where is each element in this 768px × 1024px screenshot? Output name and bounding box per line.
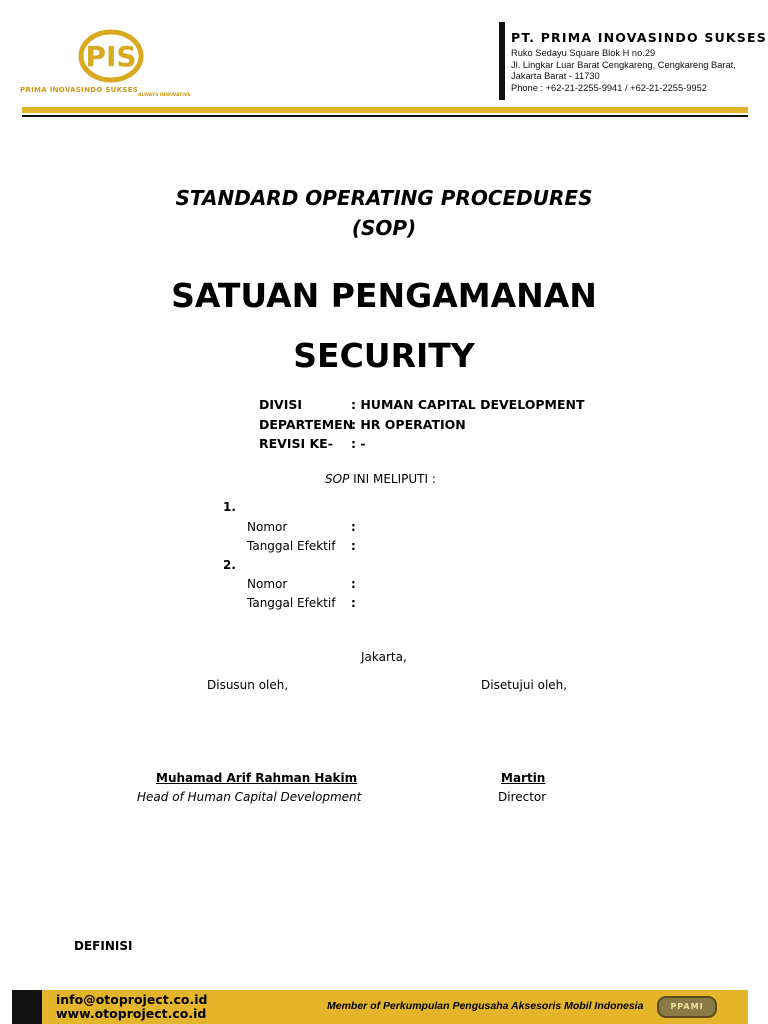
signature-place: Jakarta,: [361, 650, 407, 664]
footer-band: [12, 990, 748, 1024]
scope-item-colon: :: [351, 539, 356, 553]
meta-row-divisi: [259, 395, 585, 415]
scope-item-number: 2.: [223, 558, 236, 572]
scope-heading-rest: INI MELIPUTI :: [349, 472, 436, 486]
address-line: Jl. Lingkar Luar Barat Cengkareng, Cengkareng Barat,: [511, 59, 736, 70]
footer-dark-block: [12, 990, 42, 1024]
sop-heading-line2: (SOP): [351, 216, 417, 240]
svg-text:PIS: PIS: [85, 40, 137, 73]
document-title-line2: SECURITY: [293, 336, 475, 375]
scope-item-nomor-label: Nomor: [247, 520, 288, 534]
logo-text: PRIMA INOVASINDO SUKSES: [20, 86, 139, 94]
scope-item-colon: :: [351, 520, 356, 534]
scope-item-tanggal-label: Tanggal Efektif: [247, 539, 336, 553]
definisi-heading: DEFINISI: [74, 939, 133, 953]
footer-member-text: Member of Perkumpulan Pengusaha Aksesoris Mobil Indonesia: [327, 1000, 644, 1012]
scope-item-colon: :: [351, 577, 356, 591]
meta-value: : HUMAN CAPITAL DEVELOPMENT: [351, 397, 585, 412]
header-divider: [499, 22, 505, 100]
meta-value: : -: [351, 436, 366, 451]
scope-heading: [325, 470, 436, 489]
document-meta: [259, 395, 585, 454]
meta-label: REVISI KE-: [259, 436, 333, 451]
company-name: PT. PRIMA INOVASINDO SUKSES: [511, 30, 767, 45]
meta-row-departemen: [259, 415, 585, 435]
approved-by-caption: Disetujui oleh,: [481, 678, 568, 692]
sop-heading: [0, 183, 768, 243]
footer-email: info@otoproject.co.id: [56, 992, 208, 1007]
preparer-role: Head of Human Capital Development: [137, 790, 362, 804]
preparer-name: Muhamad Arif Rahman Hakim: [156, 771, 358, 785]
scope-item-nomor-label: Nomor: [247, 577, 288, 591]
sop-heading-line1: STANDARD OPERATING PROCEDURES: [175, 186, 593, 210]
scope-item-tanggal-label: Tanggal Efektif: [247, 596, 336, 610]
document-title-line1: SATUAN PENGAMANAN: [171, 276, 597, 315]
approver-role: Director: [498, 790, 547, 804]
address-line: Ruko Sedayu Square Blok H no.29: [511, 48, 656, 58]
ppami-badge: PPAMI: [657, 996, 717, 1018]
meta-row-revisi: [259, 434, 585, 454]
scope-heading-sop: SOP: [325, 472, 350, 486]
scope-item-colon: :: [351, 596, 356, 610]
logo-tagline: ALWAYS INNOVATIVE: [138, 93, 191, 98]
footer-website: www.otoproject.co.id: [56, 1006, 207, 1021]
address-line: Jakarta Barat - 11730: [511, 71, 600, 81]
prepared-by-caption: Disusun oleh,: [207, 678, 289, 692]
footer-contacts: [56, 993, 207, 1021]
meta-label: DIVISI: [259, 397, 303, 412]
header-black-rule: [22, 115, 748, 117]
address-line: Phone : +62-21-2255-9941 / +62-21-2255-9952: [511, 82, 707, 93]
company-address: [511, 48, 736, 94]
approver-name: Martin: [501, 771, 546, 785]
header-gold-rule: [22, 107, 748, 113]
meta-label: DEPARTEMEN: [259, 416, 354, 432]
scope-item-number: 1.: [223, 500, 236, 514]
meta-value: : HR OPERATION: [351, 416, 466, 432]
